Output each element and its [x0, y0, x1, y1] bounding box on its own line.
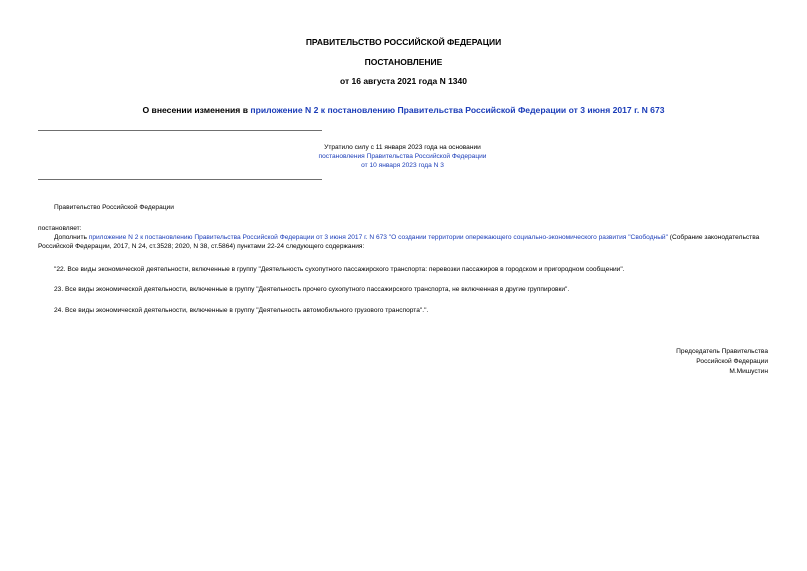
- amend-link-territory[interactable]: "О создании территории опережающего социально-экономического развития "Свободный": [388, 234, 668, 241]
- subject-prefix: О внесении изменения в: [142, 105, 251, 115]
- amend-paragraph: [38, 233, 771, 251]
- status-link-decree[interactable]: постановления Правительства Российской Федерации: [318, 153, 487, 160]
- signature-name: М.Мишустин: [729, 368, 768, 375]
- item-24: 24. Все виды экономической деятельности, включенные в группу "Деятельность автомобильного грузового транспорта".".: [54, 307, 429, 314]
- preamble: Правительство Российской Федерации: [54, 204, 174, 211]
- divider-top: [38, 130, 322, 131]
- amend-suffix: (Собрание законодательства Российской Федерации, 2017, N 24, ст.3528; 2020, N 38, ст.5864) пунктами 22-24 следующего содержания:: [38, 234, 760, 250]
- item-22: "22. Все виды экономической деятельности, включенные в группу "Деятельность сухопутного пассажирского транспорта: перевозки пассажиров в городском и пригородном сообщении".: [54, 266, 625, 273]
- amend-link-annex[interactable]: приложение N 2 к постановлению Правительства Российской Федерации от 3 июня 2017 г. N 673: [88, 234, 387, 241]
- status-link-date[interactable]: от 10 января 2023 года N 3: [361, 162, 444, 169]
- signature-block: [676, 347, 768, 377]
- government-title: ПРАВИТЕЛЬСТВО РОССИЙСКОЙ ФЕДЕРАЦИИ: [305, 37, 502, 47]
- document-subject: [0, 105, 807, 115]
- document-type: ПОСТАНОВЛЕНИЕ: [364, 57, 443, 67]
- status-line: Утратило силу с 11 января 2023 года на основании: [324, 144, 481, 151]
- item-23: 23. Все виды экономической деятельности, включенные в группу "Деятельность прочего сухопутного пассажирского транспорта, не включенная в другие группировки".: [54, 286, 570, 293]
- decides-line: постановляет:: [38, 225, 82, 232]
- signature-position-2: Российской Федерации: [696, 358, 768, 365]
- signature-position-1: Председатель Правительства: [676, 348, 768, 355]
- amend-prefix: Дополнить: [54, 234, 89, 241]
- subject-link[interactable]: приложение N 2 к постановлению Правительства Российской Федерации от 3 июня 2017 г. N 673: [250, 105, 665, 115]
- status-block: [0, 143, 805, 170]
- divider-bottom: [38, 179, 322, 180]
- document-date-number: от 16 августа 2021 года N 1340: [340, 76, 467, 86]
